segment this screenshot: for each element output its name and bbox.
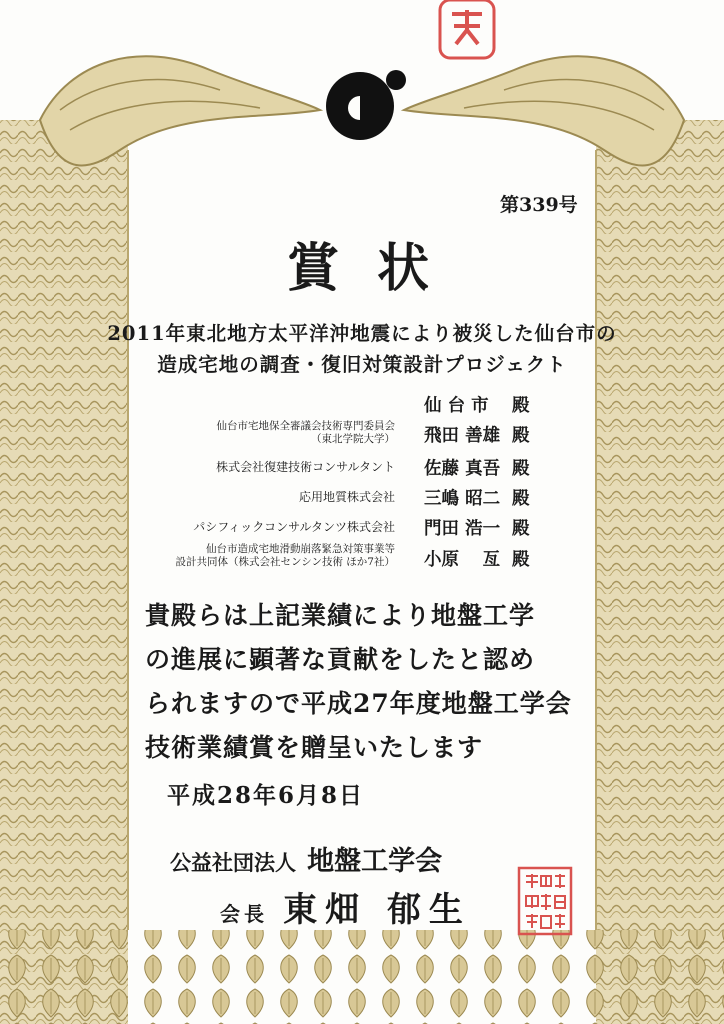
recipient-row bbox=[150, 485, 550, 513]
body-line-3: られますので平成27年度地盤工学会 bbox=[145, 689, 572, 718]
body-line-2: の進展に顕著な貢献をしたと認め bbox=[145, 645, 536, 674]
president-name: 東畑 郁生 bbox=[283, 890, 471, 930]
recipient-name: 飛田 善雄 bbox=[424, 426, 501, 446]
project-title-line-1: 2011年東北地方太平洋沖地震により被災した仙台市の bbox=[107, 322, 617, 345]
president-signature bbox=[220, 882, 471, 931]
recipient-name: 門田 浩一 bbox=[424, 519, 501, 539]
recipient-row bbox=[150, 543, 550, 574]
society bbox=[170, 839, 442, 878]
society-seal-stamp bbox=[517, 866, 573, 936]
body-line-4: 技術業績賞を贈呈いたします bbox=[145, 733, 484, 762]
recipient-row bbox=[150, 392, 550, 420]
issue-date: 平成28年6月8日 bbox=[167, 782, 365, 809]
recipient-name: 佐藤 真吾 bbox=[424, 459, 501, 479]
recipient-org: 仙台市宅地保全審議会技術専門委員会 （東北学院大学） bbox=[216, 420, 395, 445]
honorific: 殿 bbox=[512, 489, 530, 509]
honorific: 殿 bbox=[512, 550, 530, 570]
honorific: 殿 bbox=[512, 396, 530, 416]
president-title: 会長 bbox=[220, 902, 268, 926]
recipient-org: 応用地質株式会社 bbox=[298, 490, 395, 504]
certificate-number: 第339号 bbox=[500, 194, 578, 216]
recipient-name: 三嶋 昭二 bbox=[424, 489, 501, 509]
recipient-org: 仙台市造成宅地滑動崩落緊急対策事業等 設計共同体（株式会社センシン技術 ほか7社） bbox=[175, 543, 395, 568]
recipient-row bbox=[150, 515, 550, 543]
certificate-title: 賞状 bbox=[286, 238, 467, 299]
society-name: 地盤工学会 bbox=[307, 846, 443, 877]
honorific: 殿 bbox=[512, 459, 530, 479]
recipient-row bbox=[150, 422, 550, 450]
honorific: 殿 bbox=[512, 426, 530, 446]
recipient-name: 仙 台 市 bbox=[424, 396, 489, 416]
recipient-row bbox=[150, 455, 550, 483]
body-line-1: 貴殿らは上記業績により地盤工学 bbox=[145, 601, 536, 630]
recipient-name: 小原 亙 bbox=[424, 550, 501, 570]
recipient-org: 株式会社復建技術コンサルタント bbox=[216, 460, 395, 474]
honorific: 殿 bbox=[512, 519, 530, 539]
society-prefix: 公益社団法人 bbox=[170, 850, 296, 875]
project-title-line-2: 造成宅地の調査・復旧対策設計プロジェクト bbox=[157, 353, 567, 376]
recipient-org: パシフィックコンサルタンツ株式会社 bbox=[193, 520, 395, 534]
